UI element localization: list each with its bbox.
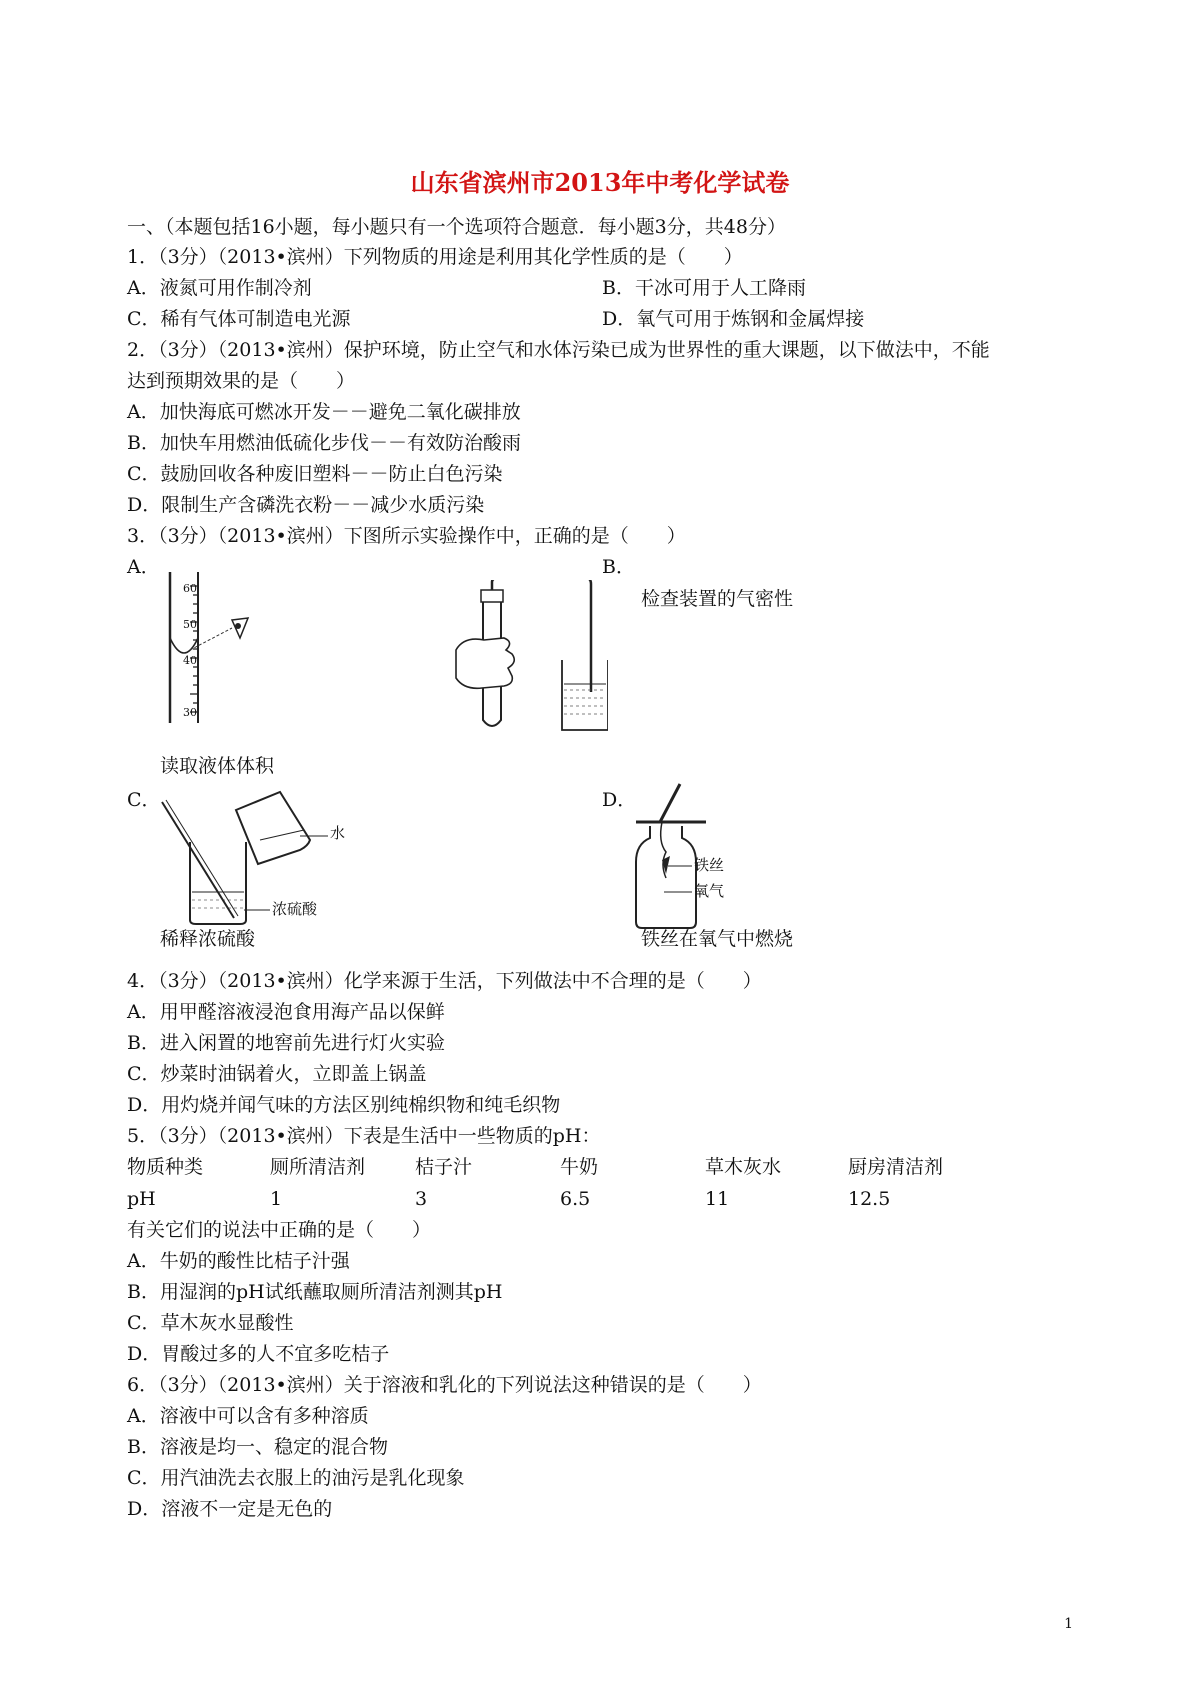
q2-stem-line1: 2．（3分）（2013•滨州）保护环境，防止空气和水体污染已成为世界性的重大课题，以下做法中，不能 bbox=[127, 339, 990, 361]
dilution-figure bbox=[150, 782, 350, 932]
q3-label-c: C． bbox=[127, 789, 161, 811]
q1-option-c: C．稀有气体可制造电光源 bbox=[127, 308, 351, 330]
q3-label-b: B． bbox=[602, 556, 635, 578]
q1-option-d: D．氧气可用于炼钢和金属焊接 bbox=[602, 308, 865, 330]
ph-table-header: 物质种类 bbox=[127, 1156, 204, 1178]
q4-option-b: B．进入闲置的地窖前先进行灯火实验 bbox=[127, 1032, 445, 1054]
q5-option-c: C．草木灰水显酸性 bbox=[127, 1312, 294, 1334]
ph-table-header: 厨房清洁剂 bbox=[848, 1156, 944, 1178]
document-title: 山东省滨州市2013年中考化学试卷 bbox=[410, 168, 790, 197]
q1-option-b: B．干冰可用于人工降雨 bbox=[602, 277, 806, 299]
q4-option-a: A．用甲醛溶液浸泡食用海产品以保鲜 bbox=[127, 1001, 445, 1023]
ph-table-header: 厕所清洁剂 bbox=[270, 1156, 366, 1178]
ph-table-cell: 1 bbox=[270, 1188, 283, 1210]
cylinder-tick-30: 30 bbox=[183, 706, 197, 719]
cylinder-tick-40: 40 bbox=[183, 654, 197, 667]
q2-option-a: A．加快海底可燃冰开发－－避免二氧化碳排放 bbox=[127, 401, 521, 423]
q4-option-c: C．炒菜时油锅着火，立即盖上锅盖 bbox=[127, 1063, 427, 1085]
q3-caption-a: 读取液体体积 bbox=[160, 755, 275, 777]
q2-option-c: C．鼓励回收各种废旧塑料－－防止白色污染 bbox=[127, 463, 503, 485]
q6-option-d: D．溶液不一定是无色的 bbox=[127, 1498, 333, 1520]
q3-label-d: D． bbox=[602, 789, 637, 811]
q6-option-c: C．用汽油洗去衣服上的油污是乳化现象 bbox=[127, 1467, 465, 1489]
label-water: 水 bbox=[330, 824, 346, 842]
ph-table-header: 草木灰水 bbox=[705, 1156, 782, 1178]
ph-table-cell: 11 bbox=[705, 1188, 730, 1210]
q3-stem: 3．（3分）（2013•滨州）下图所示实验操作中，正确的是（ ） bbox=[127, 525, 686, 547]
q2-option-d: D．限制生产含磷洗衣粉－－减少水质污染 bbox=[127, 494, 485, 516]
ph-table-cell: 3 bbox=[415, 1188, 428, 1210]
section-heading: 一、（本题包括16小题，每小题只有一个选项符合题意．每小题3分，共48分） bbox=[127, 216, 786, 238]
q3-caption-d: 铁丝在氧气中燃烧 bbox=[641, 928, 794, 950]
q2-option-b: B．加快车用燃油低硫化步伐－－有效防治酸雨 bbox=[127, 432, 521, 454]
ph-table-header: 牛奶 bbox=[560, 1156, 599, 1178]
q6-option-b: B．溶液是均一、稳定的混合物 bbox=[127, 1436, 388, 1458]
ph-table-header: 桔子汁 bbox=[415, 1156, 473, 1178]
label-iron-wire: 铁丝 bbox=[694, 856, 725, 874]
cylinder-tick-50: 50 bbox=[183, 618, 197, 631]
q1-stem: 1．（3分）（2013•滨州）下列物质的用途是利用其化学性质的是（ ） bbox=[127, 246, 743, 268]
q5-stem-line2: 有关它们的说法中正确的是（ ） bbox=[127, 1219, 432, 1241]
q5-stem: 5．（3分）（2013•滨州）下表是生活中一些物质的pH： bbox=[127, 1125, 601, 1147]
ph-table-cell: pH bbox=[127, 1188, 156, 1210]
graduated-cylinder-figure bbox=[150, 568, 260, 728]
q3-caption-c: 稀释浓硫酸 bbox=[160, 928, 256, 950]
q2-stem-line2: 达到预期效果的是（ ） bbox=[127, 370, 356, 392]
q5-option-b: B．用湿润的pH试纸蘸取厕所清洁剂测其pH bbox=[127, 1281, 503, 1303]
q5-option-a: A．牛奶的酸性比桔子汁强 bbox=[127, 1250, 350, 1272]
q3-label-a: A． bbox=[127, 556, 160, 578]
q5-option-d: D．胃酸过多的人不宜多吃桔子 bbox=[127, 1343, 390, 1365]
q1-option-a: A．液氮可用作制冷剂 bbox=[127, 277, 312, 299]
label-oxygen: 氧气 bbox=[694, 882, 725, 900]
q4-stem: 4．（3分）（2013•滨州）化学来源于生活，下列做法中不合理的是（ ） bbox=[127, 970, 762, 992]
cylinder-tick-60: 60 bbox=[183, 582, 197, 595]
page-number: 1 bbox=[1064, 1616, 1073, 1632]
airtightness-apparatus-figure bbox=[448, 580, 608, 740]
q6-option-a: A．溶液中可以含有多种溶质 bbox=[127, 1405, 369, 1427]
q6-stem: 6．（3分）（2013•滨州）关于溶液和乳化的下列说法这种错误的是（ ） bbox=[127, 1374, 762, 1396]
ph-table-cell: 6.5 bbox=[560, 1188, 591, 1210]
q3-caption-b: 检查装置的气密性 bbox=[641, 588, 794, 610]
label-concentrated-acid: 浓硫酸 bbox=[272, 900, 318, 918]
ph-table-cell: 12.5 bbox=[848, 1188, 891, 1210]
q4-option-d: D．用灼烧并闻气味的方法区别纯棉织物和纯毛织物 bbox=[127, 1094, 561, 1116]
